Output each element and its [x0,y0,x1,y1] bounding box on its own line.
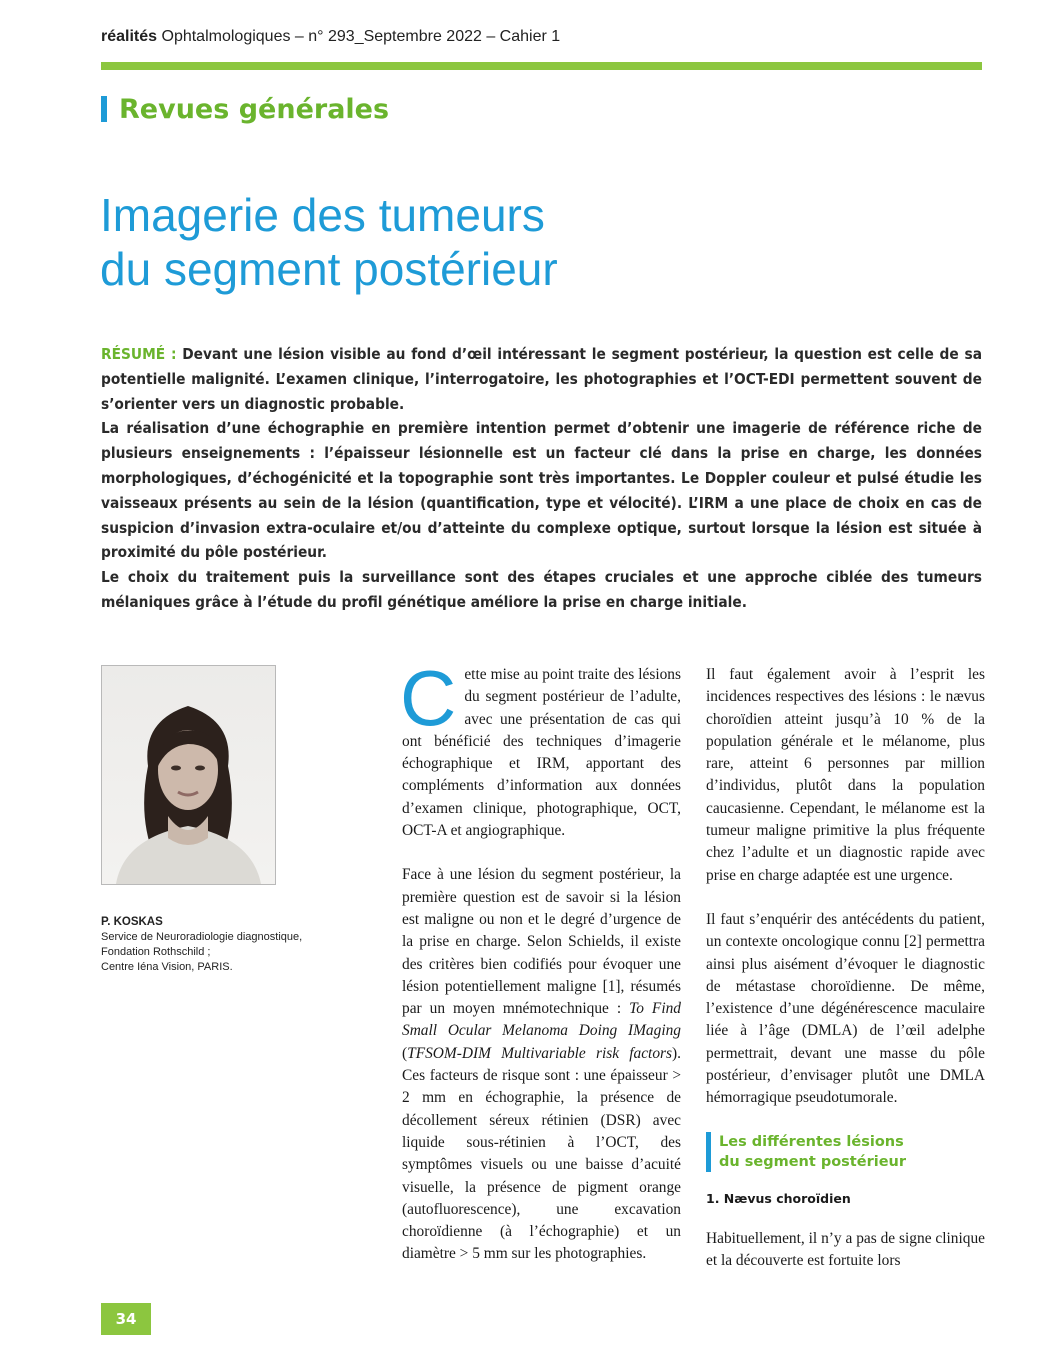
abstract-paragraph-2: La réalisation d’une échographie en première intention permet d’obtenir une imagerie de référence riche de plusieurs enseignements : l’épaisseur lésionnelle est un facteur clé dans la prise en charge, les données morphologiques, d’échogénicité et la topographie sont très importantes. Le Doppler couleur et pulsé étudie les vaisseaux présents au sein de la lésion (quantification, type et vélocité). L’IRM a une place de choix en cas de suspicion d’invasion extra-oculaire et/ou d’atteinte du complexe optique, surtout lorsque la lésion est située à proximité du pôle postérieur. [101,419,982,562]
author-name: P. KOSKAS [101,916,163,928]
section-label: Revues générales [119,93,390,125]
intro-text: ette mise au point traite des lésions du segment postérieur de l’adulte, avec une présentation de cas qui ont bénéficié des techniques d’imagerie échographique et IRM, apportant des compléments d’information aux données d’examen clinique, photographique, OCT, OCT-A et angiographique. [402,666,681,840]
subsection-title [719,1132,906,1172]
mnemonic-acronym: TFSOM-DIM Multivariable risk factors [407,1044,673,1062]
portrait-illustration [102,666,275,884]
body-column-2 [706,664,985,1295]
abstract-text-1: Devant une lésion visible au fond d’œil intéressant le segment postérieur, la question est celle de sa potentielle malignité. L’examen clinique, l’interrogatoire, les photographies et l’OCT-EDI permettent souvent de s’orienter vers un diagnostic probable. [101,345,982,413]
drop-cap: C [400,654,457,742]
journal-brand: réalités [101,28,158,45]
incidence-paragraph: Il faut également avoir à l’esprit les incidences respectives des lésions : le nævus choroïdien atteint jusqu’à 10 % de la population générale et le mélanome, plus rare, atteint 6 personnes par million d’individus, plutôt dans la population caucasienne. Cependant, le mélanome est la tumeur maligne primitive la plus fréquente chez l’adulte et un diagnostic rapide avec prise en charge adaptée est une urgence. [706,666,985,884]
author-affiliation-2: Fondation Rothschild ; [101,946,211,958]
body-column-1 [400,654,681,1288]
criteria-text-c: ). Ces facteurs de risque sont : une épaisseur > 2 mm en échographie, la présence de décollement séreux rétinien (DSR) avec liquide sous-rétinien à l’OCT, des symptômes visuels ou une baisse d’acuité visuelle, la présence de pigment orange (autofluorescence), une excavation choroïdienne (à l’échographie) et un diamètre > 5 mm sur les photographies. [402,1044,681,1263]
abstract-keyword: RÉSUMÉ : [101,345,177,363]
article-title [100,188,800,296]
mnemonic-phrase: To Find Small Ocular Melanoma Doing IMaging [402,1000,681,1040]
section-heading [101,92,389,126]
abstract [101,342,982,615]
author-block [101,915,351,975]
page-number: 34 [101,1303,151,1335]
journal-header [101,28,560,46]
abstract-paragraph-1 [101,342,982,416]
journal-issue: Ophtalmologiques – n° 293_Septembre 2022 – Cahier 1 [157,28,561,45]
subheading-naevus: 1. Nævus choroïdien [706,1190,851,1206]
criteria-text-a: Face à une lésion du segment postérieur, la première question est de savoir si la lésion est maligne ou non et le degré d’urgence de la prise en charge. Selon Schields, il existe des critères bien codifiés pour évoquer une lésion potentiellement maligne [1], résumés par un moyen mnémotechnique : [402,866,681,1018]
header-rule [101,62,982,70]
author-affiliation-3: Centre Iéna Vision, PARIS. [101,961,233,973]
intro-paragraph [400,654,681,842]
author-affiliation-1: Service de Neuroradiologie diagnostique, [101,931,303,943]
subsection-title-line-2: du segment postérieur [719,1153,907,1170]
abstract-paragraph-3: Le choix du traitement puis la surveillance sont des étapes cruciales et une approche ciblée des tumeurs mélaniques grâce à l’étude du profil génétique améliore la prise en charge initiale. [101,568,982,611]
author-photo [101,665,276,885]
section-bar [101,96,107,122]
title-line-1: Imagerie des tumeurs [100,189,545,241]
subsection-bar [706,1132,711,1172]
naevus-paragraph: Habituellement, il n’y a pas de signe clinique et la découverte est fortuite lors [706,1229,985,1270]
criteria-paragraph [402,864,681,1265]
history-paragraph: Il faut s’enquérir des antécédents du patient, un contexte oncologique connu [2] permettra ainsi plus aisément d’évoquer le diagnostic de métastase choroïdienne. De même, l’existence d’une dégénérescence maculaire liée à l’âge (DMLA) de l’œil adelphe permettrait, devant une masse du pôle postérieur, d’envisager plutôt une DMLA hémorragique pseudotumorale. [706,910,985,1107]
title-line-2: du segment postérieur [100,243,558,295]
subsection-title-line-1: Les différentes lésions [719,1133,904,1150]
criteria-text-b: ( [402,1044,408,1062]
subsection-heading [706,1132,985,1172]
